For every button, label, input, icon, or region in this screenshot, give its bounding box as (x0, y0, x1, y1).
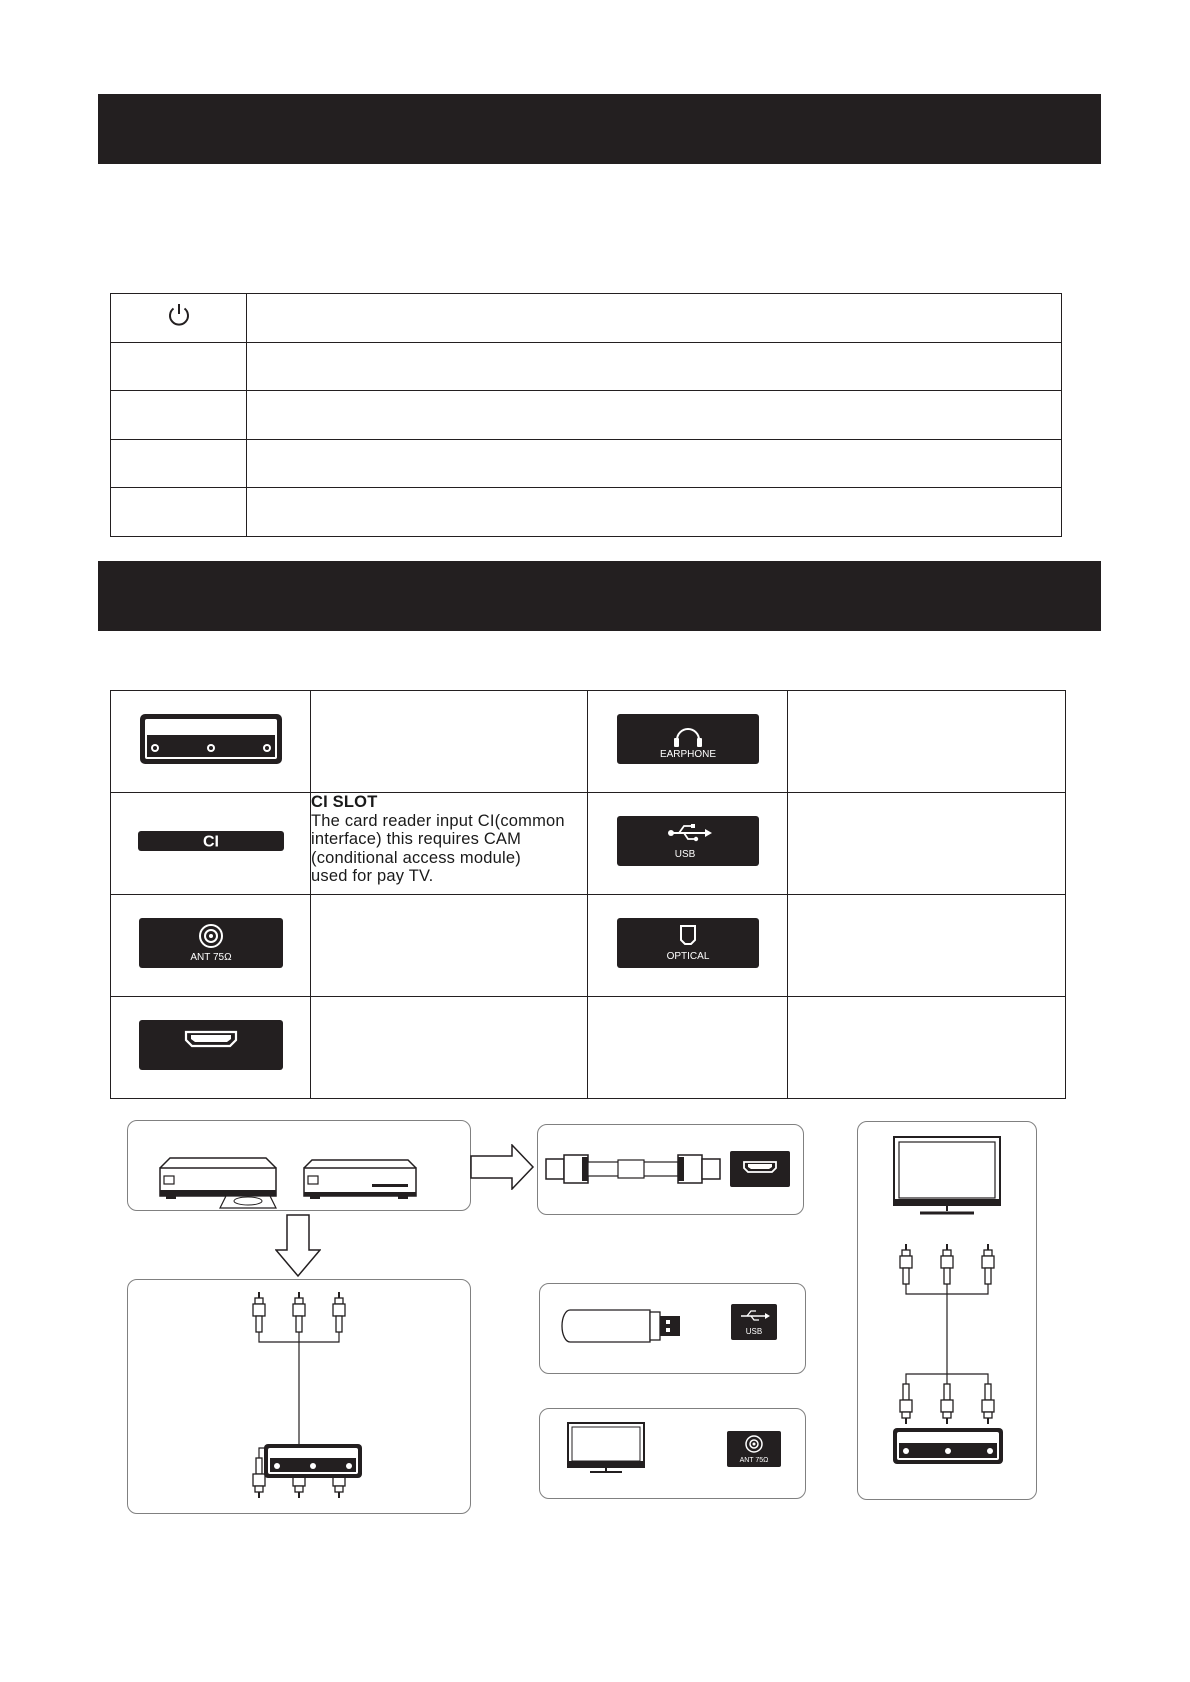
av-cable-icon (892, 1242, 1002, 1452)
dvd-player-icon (158, 1156, 278, 1211)
antenna-port-description (311, 895, 588, 997)
usb-flash-drive-icon (560, 1306, 690, 1346)
empty-cell (788, 997, 1066, 1099)
hdmi-cable-icon (542, 1151, 722, 1187)
hdmi-port-icon (730, 1151, 790, 1187)
ant-label: ANT 75Ω (189, 952, 232, 963)
button-cell (111, 342, 247, 391)
antenna-port-icon (727, 1431, 781, 1467)
ci-slot-line: (conditional access module) (311, 848, 521, 867)
empty-cell (588, 997, 788, 1099)
ci-port-cell (111, 793, 311, 895)
button-cell (111, 391, 247, 440)
ci-label: CI (202, 833, 219, 851)
av-port-description (311, 691, 588, 793)
usb-port-icon (617, 816, 759, 866)
optical-port-cell (588, 895, 788, 997)
ci-slot-description (311, 793, 588, 895)
ci-slot-title: CI SLOT (311, 793, 378, 811)
ant-label: ANT 75Ω (739, 1457, 769, 1464)
antenna-port-cell (111, 895, 311, 997)
button-cell (111, 439, 247, 488)
hdmi-cable-box (537, 1124, 804, 1215)
optical-label: OPTICAL (666, 951, 709, 962)
av-cable-box (127, 1279, 471, 1514)
earphone-label: EARPHONE (659, 749, 716, 760)
tv-av-box (857, 1121, 1037, 1500)
power-icon (165, 301, 193, 329)
button-description (247, 342, 1062, 391)
hdmi-port-description (311, 997, 588, 1099)
av-port-icon (139, 713, 283, 765)
av-port-icon (892, 1427, 1004, 1465)
power-cell (111, 294, 247, 343)
arrow-right-icon (470, 1144, 535, 1190)
button-cell (111, 488, 247, 537)
optical-port-icon (617, 918, 759, 968)
ports-table (110, 690, 1066, 1099)
ci-slot-line: used for pay TV. (311, 867, 434, 885)
earphone-port-cell (588, 691, 788, 793)
earphone-port-icon (617, 714, 759, 764)
section-header-bar-2 (98, 561, 1101, 631)
usb-port-cell (588, 793, 788, 895)
buttons-table (110, 293, 1062, 537)
av-port-cell (111, 691, 311, 793)
usb-label: USB (745, 1327, 763, 1336)
arrow-down-icon (275, 1214, 321, 1278)
hdmi-port-cell (111, 997, 311, 1099)
tv-icon (892, 1135, 1004, 1221)
earphone-port-description (788, 691, 1066, 793)
usb-port-icon (731, 1304, 777, 1340)
antenna-port-icon (139, 918, 283, 968)
av-port-icon (263, 1443, 363, 1479)
set-top-box-icon (302, 1158, 418, 1204)
usb-port-description (788, 793, 1066, 895)
usb-device-box (539, 1283, 806, 1374)
antenna-device-box (539, 1408, 806, 1499)
source-devices-box (127, 1120, 471, 1211)
button-description (247, 439, 1062, 488)
button-description (247, 391, 1062, 440)
usb-label: USB (674, 849, 695, 860)
button-description (247, 488, 1062, 537)
section-header-bar-1 (98, 94, 1101, 164)
tv-icon (566, 1421, 646, 1477)
power-description (247, 294, 1062, 343)
hdmi-port-icon (139, 1020, 283, 1070)
ci-slot-line: interface) this requires CAM (311, 830, 522, 848)
ci-port-icon (138, 831, 284, 851)
ci-slot-line: The card reader input CI(common (311, 811, 565, 830)
optical-port-description (788, 895, 1066, 997)
